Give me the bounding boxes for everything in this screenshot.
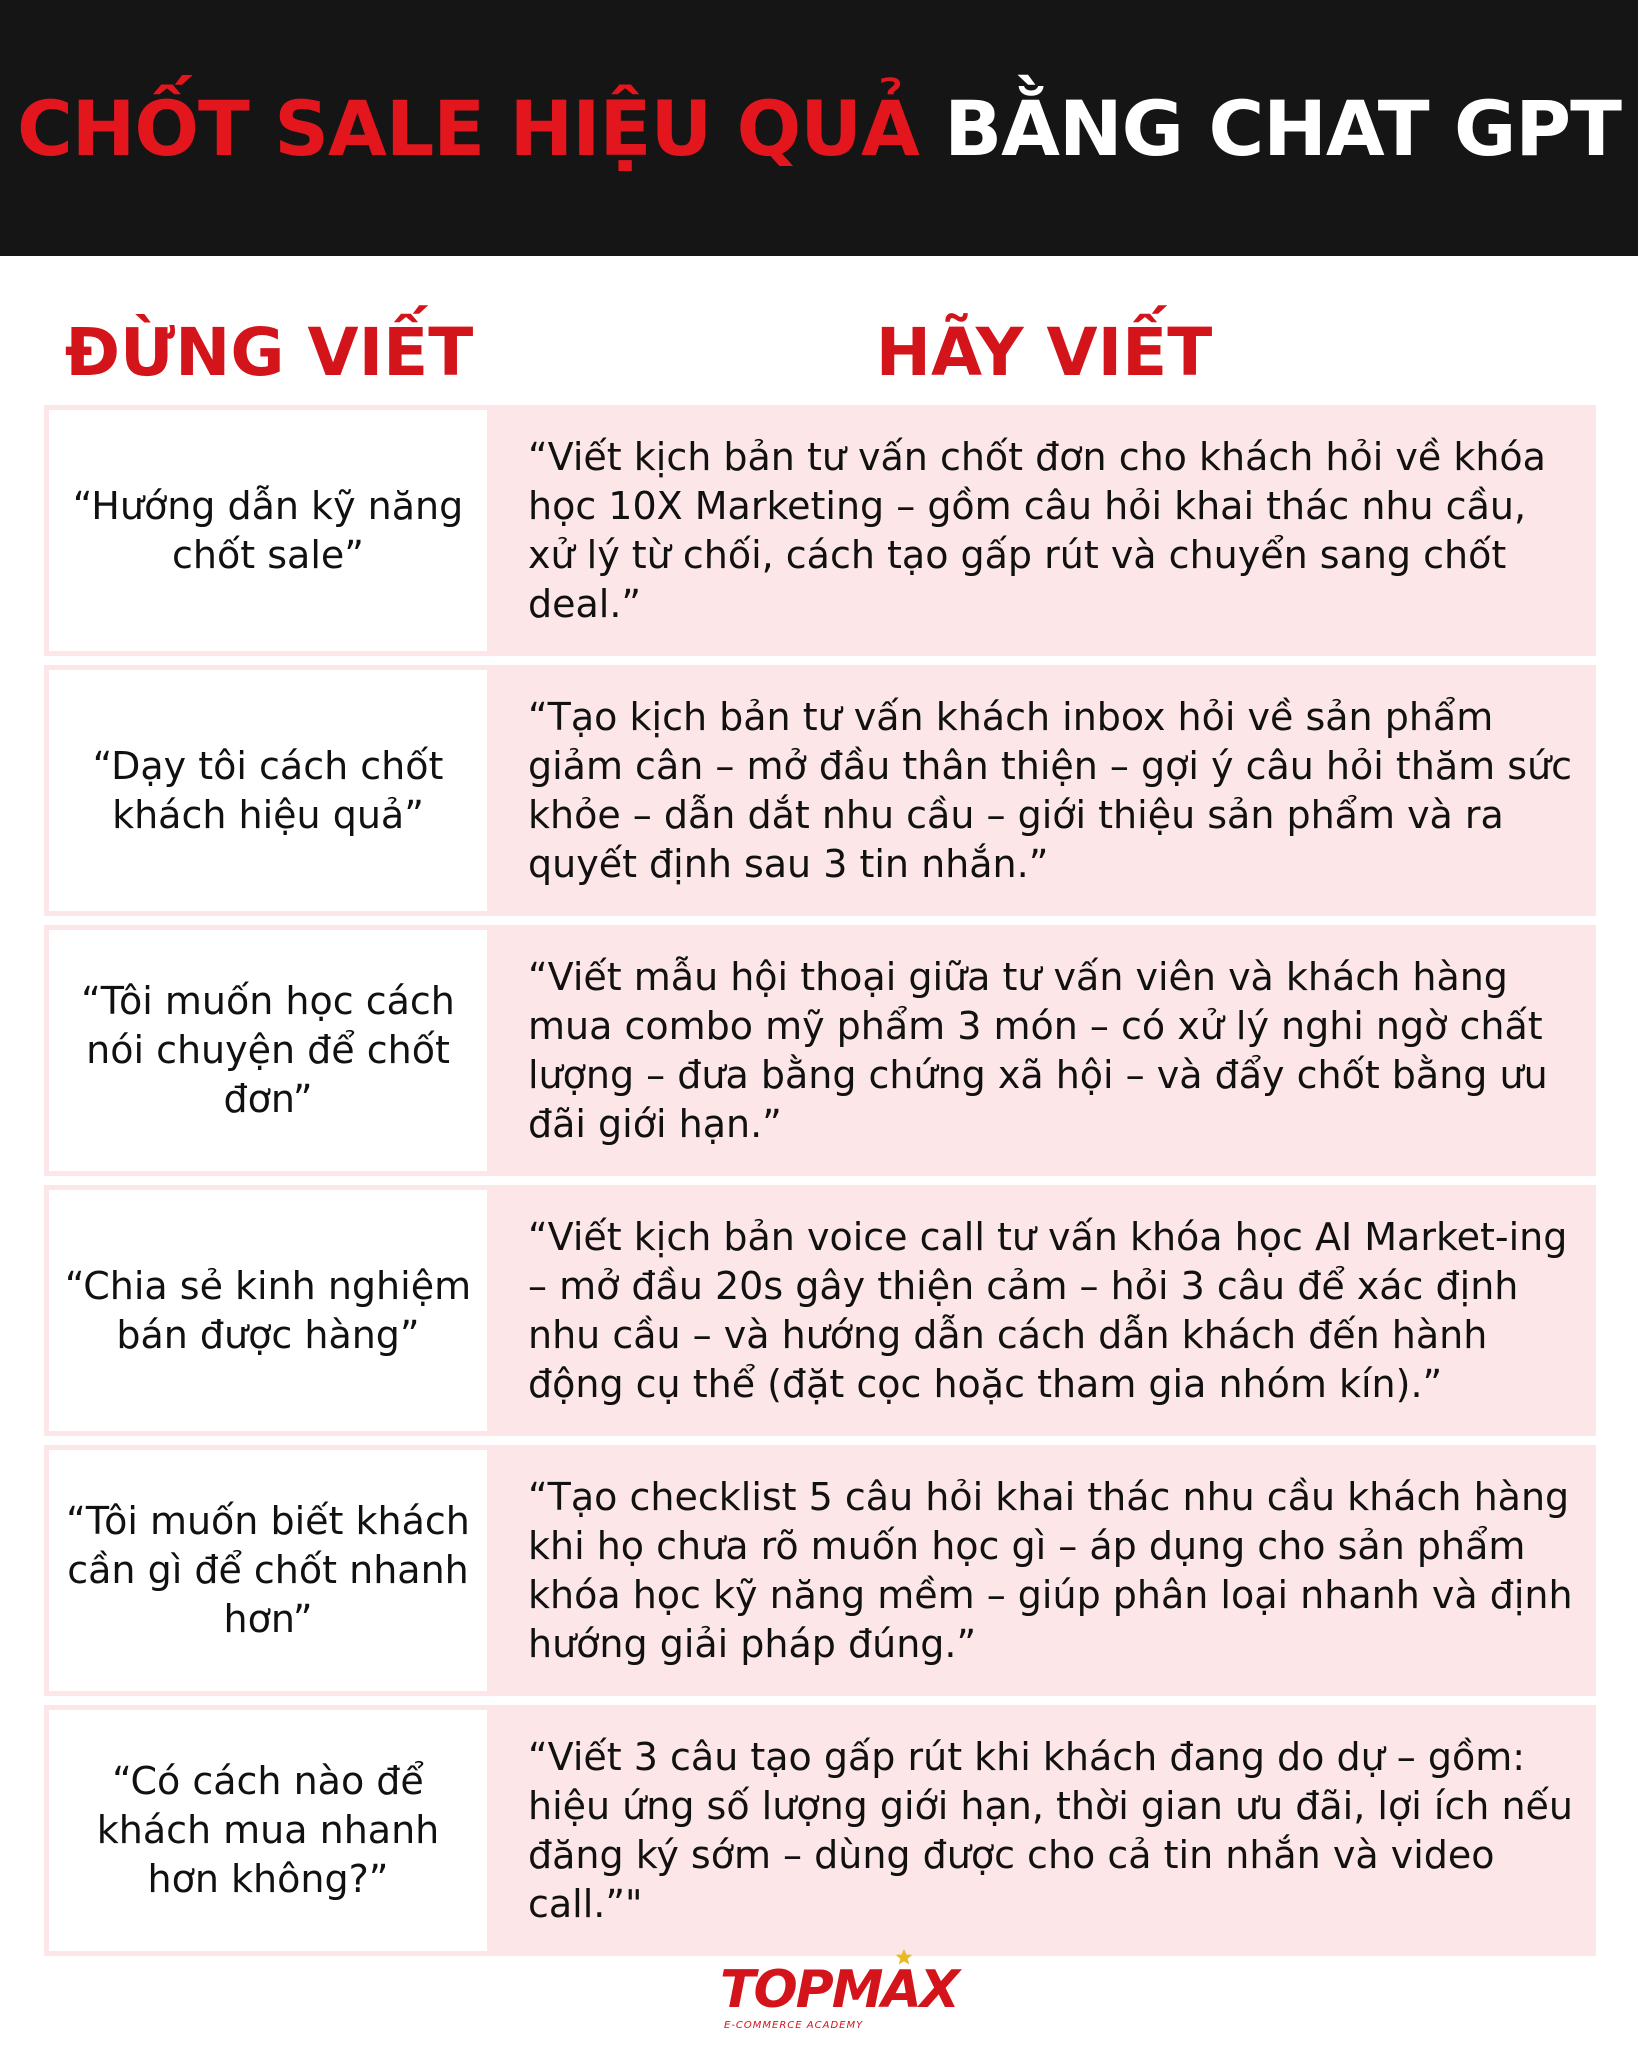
title-highlight: CHỐT SALE HIỆU QUẢ [17, 83, 919, 173]
table-row [44, 925, 1596, 1176]
dont-text: “Tôi muốn biết khách cần gì để chốt nhanh hơn” [66, 1499, 470, 1641]
table-row [44, 405, 1596, 656]
logo-tagline: E-COMMERCE ACADEMY [724, 2020, 864, 2031]
do-cell [492, 665, 1596, 916]
do-cell [492, 1705, 1596, 1956]
topmax-logo [700, 1960, 958, 2040]
do-text: “Tạo kịch bản tư vấn khách inbox hỏi về sản phẩm giảm cân – mở đầu thân thiện – gợi ý câu hỏi thăm sức khỏe – dẫn dắt nhu cầu – giới thiệu sản phẩm và ra quyết định sau 3 tin nhắn.” [528, 694, 1573, 886]
dont-text: “Chia sẻ kinh nghiệm bán được hàng” [64, 1263, 472, 1357]
do-text: “Viết 3 câu tạo gấp rút khi khách đang do dự – gồm: hiệu ứng số lượng giới hạn, thời gian ưu đãi, lợi ích nếu đăng ký sớm – dùng được cho cả tin nhắn và video call.”" [528, 1734, 1573, 1926]
dont-cell [44, 1705, 492, 1956]
table-row [44, 1445, 1596, 1696]
do-cell [492, 925, 1596, 1176]
dont-text: “Có cách nào để khách mua nhanh hơn không?” [96, 1759, 440, 1901]
page-title [17, 84, 1621, 173]
dont-cell [44, 405, 492, 656]
comparison-table [44, 405, 1596, 1965]
do-text: “Tạo checklist 5 câu hỏi khai thác nhu cầu khách hàng khi họ chưa rõ muốn học gì – áp dụng cho sản phẩm khóa học kỹ năng mềm – giúp phân loại nhanh và định hướng giải pháp đúng.” [528, 1474, 1573, 1666]
header-banner [0, 0, 1638, 256]
do-text: “Viết kịch bản tư vấn chốt đơn cho khách hỏi về khóa học 10X Marketing – gồm câu hỏi khai thác nhu cầu, xử lý từ chối, cách tạo gấp rút và chuyển sang chốt deal.” [528, 434, 1546, 626]
dont-cell [44, 665, 492, 916]
star-icon [895, 1948, 913, 1966]
title-rest: BẰNG CHAT GPT [944, 83, 1621, 173]
do-text: “Viết kịch bản voice call tư vấn khóa học AI Market-ing – mở đầu 20s gây thiện cảm – hỏi 3 câu để xác định nhu cầu – và hướng dẫn cách dẫn khách đến hành động cụ thể (đặt cọc hoặc tham gia nhóm kín).” [528, 1214, 1568, 1406]
do-cell [492, 405, 1596, 656]
dont-cell [44, 1185, 492, 1436]
table-row [44, 665, 1596, 916]
dont-text: “Tôi muốn học cách nói chuyện để chốt đơn” [81, 979, 455, 1121]
do-text: “Viết mẫu hội thoại giữa tư vấn viên và khách hàng mua combo mỹ phẩm 3 món – có xử lý nghi ngờ chất lượng – đưa bằng chứng xã hội – và đẩy chốt bằng ưu đãi giới hạn.” [528, 954, 1548, 1146]
dont-text: “Hướng dẫn kỹ năng chốt sale” [72, 483, 464, 577]
logo-name: TOPMAX [720, 1960, 958, 2020]
do-cell [492, 1445, 1596, 1696]
table-row [44, 1185, 1596, 1436]
column-heading-do: HÃY VIẾT [875, 314, 1213, 391]
do-cell [492, 1185, 1596, 1436]
dont-cell [44, 1445, 492, 1696]
table-row [44, 1705, 1596, 1956]
column-heading-dont: ĐỪNG VIẾT [64, 314, 474, 391]
dont-cell [44, 925, 492, 1176]
dont-text: “Dạy tôi cách chốt khách hiệu quả” [92, 743, 444, 837]
